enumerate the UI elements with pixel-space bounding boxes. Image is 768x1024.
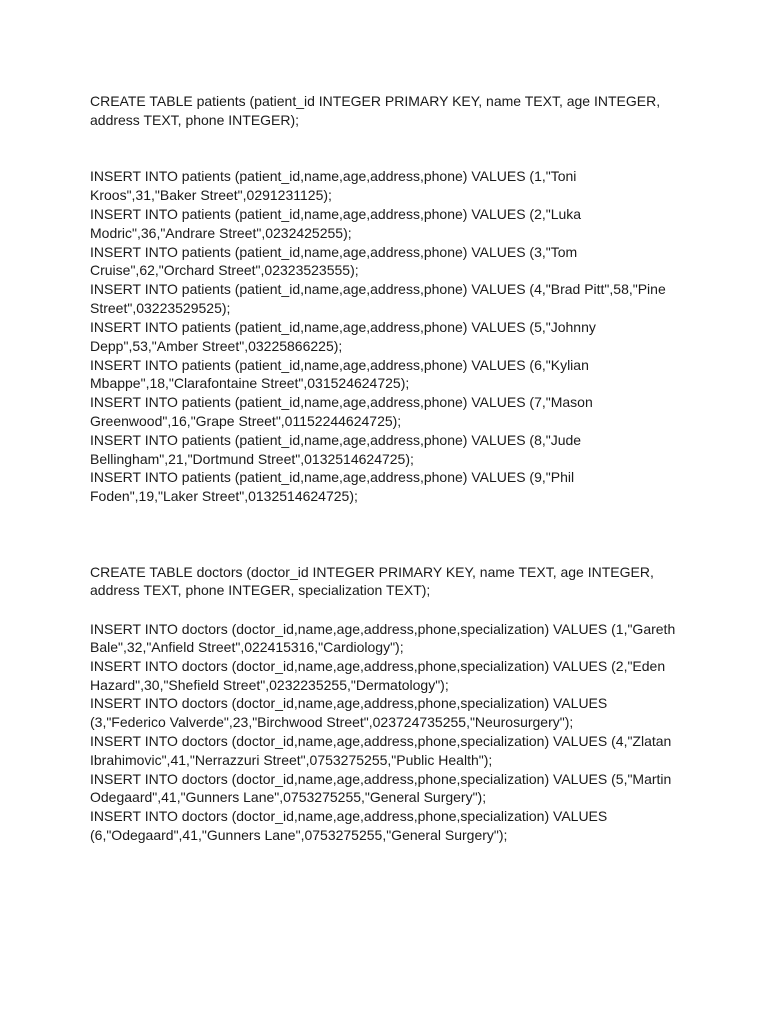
patients-insert-2-line-1: INSERT INTO patients (patient_id,name,age,address,phone) VALUES (2,"Luka — [90, 206, 582, 222]
patients-create-statement-line-1: CREATE TABLE patients (patient_id INTEGER PRIMARY KEY, name TEXT, age INTEGER, — [90, 93, 661, 109]
patients-insert-8-line-1: INSERT INTO patients (patient_id,name,age,address,phone) VALUES (8,"Jude — [90, 432, 582, 448]
patients-insert-7-line-2: Greenwood",16,"Grape Street",01152244624725); — [90, 413, 402, 429]
doctors-insert-4-line-1: INSERT INTO doctors (doctor_id,name,age,address,phone,specialization) VALUES (4,"Zlatan — [90, 733, 672, 749]
patients-insert-4-line-2: Street",03223529525); — [90, 300, 231, 316]
patients-insert-1-line-2: Kroos",31,"Baker Street",0291231125); — [90, 187, 332, 203]
patients-insert-6-line-2: Mbappe",18,"Clarafontaine Street",031524624725); — [90, 375, 410, 391]
patients-insert-6-line-1: INSERT INTO patients (patient_id,name,age,address,phone) VALUES (6,"Kylian — [90, 357, 589, 373]
doctors-insert-4-line-2: Ibrahimovic",41,"Nerrazzuri Street",0753275255,"Public Health"); — [90, 752, 493, 768]
patients-insert-9-line-2: Foden",19,"Laker Street",0132514624725); — [90, 488, 358, 504]
doctors-insert-2-line-2: Hazard",30,"Shefield Street",0232235255,"Dermatology"); — [90, 677, 449, 693]
patients-insert-9-line-1: INSERT INTO patients (patient_id,name,age,address,phone) VALUES (9,"Phil — [90, 469, 575, 485]
doctors-create-statement-line-1: CREATE TABLE doctors (doctor_id INTEGER PRIMARY KEY, name TEXT, age INTEGER, — [90, 564, 654, 580]
patients-create-statement-line-2: address TEXT, phone INTEGER); — [90, 112, 300, 128]
patients-insert-7-line-1: INSERT INTO patients (patient_id,name,age,address,phone) VALUES (7,"Mason — [90, 394, 593, 410]
patients-insert-4-line-1: INSERT INTO patients (patient_id,name,age,address,phone) VALUES (4,"Brad Pitt",58,"Pine — [90, 281, 666, 297]
doctors-insert-1-line-2: Bale",32,"Anfield Street",022415316,"Cardiology"); — [90, 639, 404, 655]
doctors-insert-6-line-2: (6,"Odegaard",41,"Gunners Lane",0753275255,"General Surgery"); — [90, 827, 508, 843]
doctors-insert-1-line-1: INSERT INTO doctors (doctor_id,name,age,address,phone,specialization) VALUES (1,"Gareth — [90, 621, 676, 637]
doctors-insert-3-line-1: INSERT INTO doctors (doctor_id,name,age,address,phone,specialization) VALUES — [90, 695, 608, 711]
patients-insert-8-line-2: Bellingham",21,"Dortmund Street",0132514624725); — [90, 451, 414, 467]
doctors-insert-6-line-1: INSERT INTO doctors (doctor_id,name,age,address,phone,specialization) VALUES — [90, 808, 608, 824]
patients-insert-3-line-2: Cruise",62,"Orchard Street",02323523555); — [90, 262, 359, 278]
doctors-create-statement-line-2: address TEXT, phone INTEGER, specialization TEXT); — [90, 582, 431, 598]
patients-insert-3-line-1: INSERT INTO patients (patient_id,name,age,address,phone) VALUES (3,"Tom — [90, 244, 578, 260]
patients-insert-5-line-2: Depp",53,"Amber Street",03225866225); — [90, 338, 343, 354]
doctors-insert-5-line-2: Odegaard",41,"Gunners Lane",0753275255,"General Surgery"); — [90, 789, 487, 805]
patients-insert-2-line-2: Modric",36,"Andrare Street",0232425255); — [90, 225, 352, 241]
patients-insert-5-line-1: INSERT INTO patients (patient_id,name,age,address,phone) VALUES (5,"Johnny — [90, 319, 596, 335]
patients-insert-1-line-1: INSERT INTO patients (patient_id,name,age,address,phone) VALUES (1,"Toni — [90, 168, 577, 184]
doctors-insert-5-line-1: INSERT INTO doctors (doctor_id,name,age,address,phone,specialization) VALUES (5,"Martin — [90, 771, 672, 787]
doctors-insert-3-line-2: (3,"Federico Valverde",23,"Birchwood Street",023724735255,"Neurosurgery"); — [90, 714, 574, 730]
doctors-insert-2-line-1: INSERT INTO doctors (doctor_id,name,age,address,phone,specialization) VALUES (2,"Eden — [90, 658, 666, 674]
